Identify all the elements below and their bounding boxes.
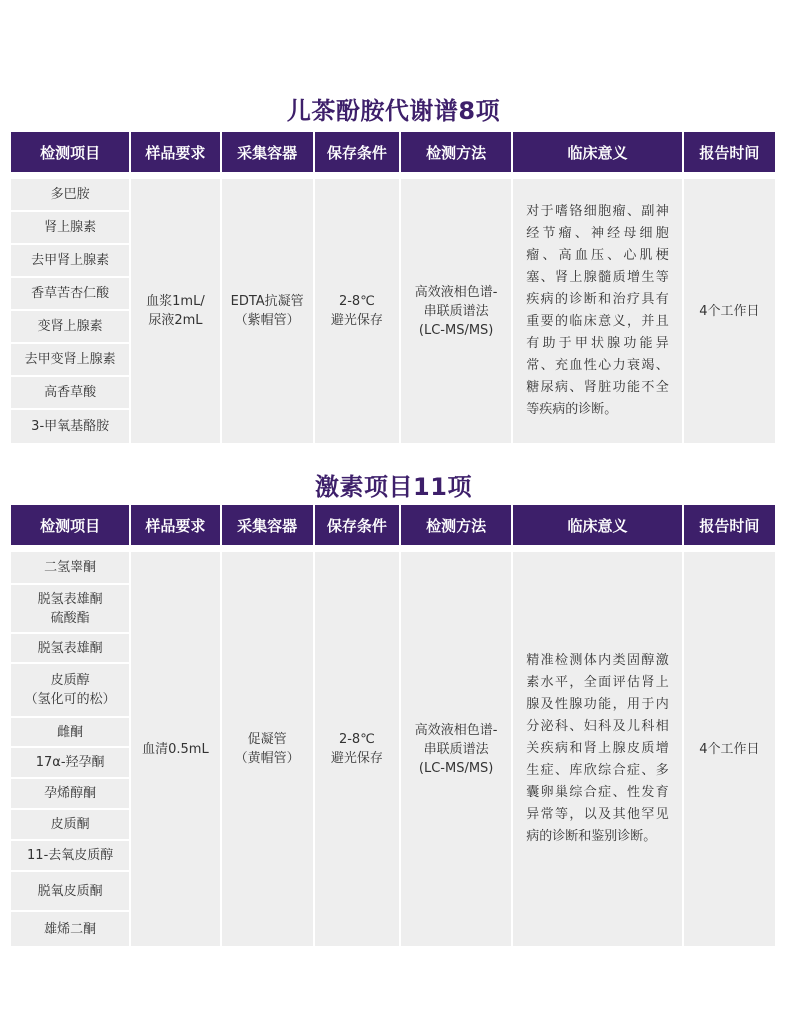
header-sample-requirement: 样品要求 (131, 132, 219, 179)
test-item: 去甲变肾上腺素 (11, 344, 129, 377)
test-item: 11-去氧皮质醇 (11, 841, 129, 872)
test-item: 脱氢表雄酮 (11, 634, 129, 664)
container-text: （紫帽管） (234, 313, 300, 328)
header-collection-container: 采集容器 (222, 132, 313, 179)
storage-text: 避光保存 (330, 751, 383, 766)
test-item: 皮质酮 (11, 810, 129, 841)
test-item: 雄烯二酮 (11, 912, 129, 946)
test-item: 雌酮 (11, 718, 129, 748)
header-report-time: 报告时间 (684, 505, 775, 552)
header-sample-requirement: 样品要求 (131, 505, 219, 552)
method-text: 高效液相色谱- (414, 722, 498, 738)
test-item: 变肾上腺素 (11, 311, 129, 344)
header-storage-condition: 保存条件 (315, 132, 399, 179)
hormone-table (9, 505, 777, 946)
test-item: 脱氧皮质酮 (11, 872, 129, 912)
section-title-hormone: 激素项目11项 (315, 473, 472, 501)
test-item-line: （氢化可的松） (24, 692, 116, 707)
collection-container-cell (222, 179, 313, 443)
method-text: 串联质谱法 (423, 741, 489, 757)
header-test-method: 检测方法 (401, 505, 511, 552)
sample-requirement-cell: 血清0.5mL (131, 552, 219, 946)
header-test-item: 检测项目 (11, 505, 129, 552)
catecholamine-table (9, 132, 777, 443)
test-item-line: 脱氢表雄酮 (37, 591, 103, 607)
test-method-cell (401, 552, 511, 946)
clinical-significance-cell: 精准检测体内类固醇激素水平，全面评估肾上腺及性腺功能，用于内分泌科、妇科及儿科相关疾病和肾上腺皮质增生症、库欣综合症、多囊卵巢综合症、性发育异常等，以及其他罕见病的诊断和鉴别诊断。 (513, 552, 681, 946)
test-method-cell (401, 179, 511, 443)
header-test-item: 检测项目 (11, 132, 129, 179)
test-item (11, 664, 129, 718)
header-clinical-significance: 临床意义 (513, 132, 681, 179)
storage-text: 2-8℃ (338, 732, 375, 747)
table-row (11, 552, 775, 585)
storage-text: 避光保存 (330, 313, 383, 328)
container-text: EDTA抗凝管 (230, 294, 304, 309)
clinical-significance-cell: 对于嗜铬细胞瘤、副神经节瘤、神经母细胞瘤、高血压、心肌梗塞、肾上腺髓质增生等疾病的诊断和治疗具有重要的临床意义，并且有助于甲状腺功能异常、充血性心力衰竭、糖尿病、肾脏功能不全等疾病的诊断。 (513, 179, 681, 443)
method-text: (LC-MS/MS) (418, 760, 494, 776)
sample-text: 血浆1mL/ (146, 294, 205, 309)
test-item: 3-甲氧基酪胺 (11, 410, 129, 443)
test-item: 高香草酸 (11, 377, 129, 410)
storage-text: 2-8℃ (338, 294, 375, 309)
report-time-cell: 4个工作日 (684, 179, 775, 443)
header-row (11, 132, 775, 179)
test-item: 二氢睾酮 (11, 552, 129, 585)
test-item: 肾上腺素 (11, 212, 129, 245)
test-item-line: 皮质醇 (50, 673, 90, 688)
test-item-line: 硫酸酯 (50, 610, 90, 626)
method-text: 串联质谱法 (423, 303, 489, 319)
collection-container-cell (222, 552, 313, 946)
container-text: （黄帽管） (234, 751, 300, 766)
table-row (11, 179, 775, 212)
storage-condition-cell (315, 552, 399, 946)
report-time-cell: 4个工作日 (684, 552, 775, 946)
header-clinical-significance: 临床意义 (513, 505, 681, 552)
test-item (11, 585, 129, 634)
test-item: 去甲肾上腺素 (11, 245, 129, 278)
section-title-catecholamine: 儿茶酚胺代谢谱8项 (286, 97, 501, 125)
header-collection-container: 采集容器 (222, 505, 313, 552)
test-item: 17α-羟孕酮 (11, 748, 129, 779)
container-text: 促凝管 (247, 732, 287, 747)
method-text: 高效液相色谱- (414, 284, 498, 300)
storage-condition-cell (315, 179, 399, 443)
method-text: (LC-MS/MS) (418, 322, 494, 338)
test-item: 香草苦杏仁酸 (11, 278, 129, 311)
header-storage-condition: 保存条件 (315, 505, 399, 552)
test-item: 孕烯醇酮 (11, 779, 129, 810)
sample-requirement-cell (131, 179, 219, 443)
sample-text: 尿液2mL (148, 313, 203, 328)
header-test-method: 检测方法 (401, 132, 511, 179)
header-report-time: 报告时间 (684, 132, 775, 179)
header-row (11, 505, 775, 552)
test-item: 多巴胺 (11, 179, 129, 212)
